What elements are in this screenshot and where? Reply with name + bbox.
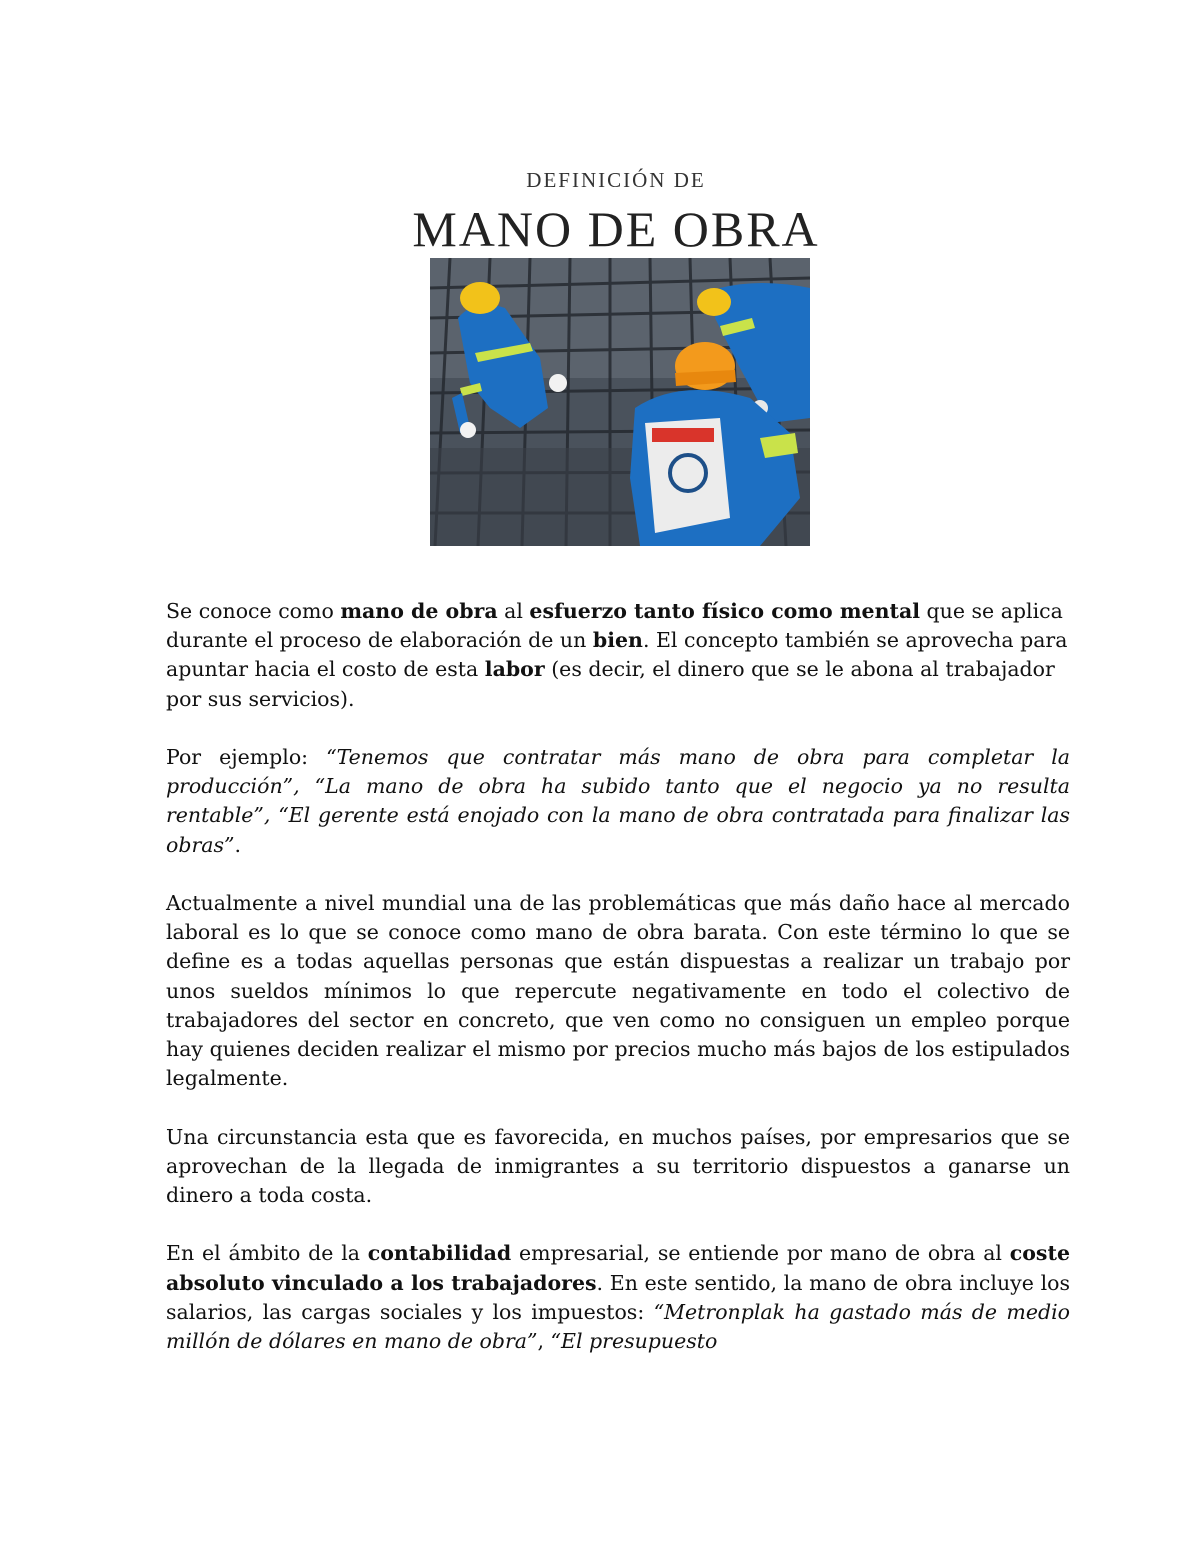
bold-term: labor [484, 657, 545, 682]
paragraph-immigrants: Una circunstancia esta que es favorecida, en muchos países, por empresarios que se aprovechan de la llegada de inmigrantes a su territorio dispuestos a ganarse un dinero a toda costa. [166, 1124, 1070, 1208]
text-run: empresarial, se entiende por mano de obra al [511, 1241, 1010, 1266]
text-run: al [497, 599, 530, 623]
bold-term: coste absoluto vinculado a los trabajadores [166, 1241, 1070, 1295]
bold-term: bien [592, 628, 643, 653]
bold-term: esfuerzo tanto físico como mental [529, 599, 921, 623]
italic-quote: “El presupuesto [550, 1329, 718, 1354]
italic-quote: “Metronplak ha gastado más de medio millón de dólares en mano de obra” [166, 1299, 1070, 1354]
italic-quote: “Tenemos que contratar más mano de obra para completar la producción”, “La mano de obra ha subido tanto que el negocio ya no resulta rentable”, “El gerente está enojado con la mano de obra contratada para finalizar las obras” [166, 745, 1070, 857]
text-run: Se conoce como [166, 599, 341, 623]
text-run: . En este sentido, la mano de obra incluye los salarios, las cargas sociales y los impuestos: [166, 1270, 1070, 1324]
text-run: , [537, 1329, 551, 1354]
text-run: que se aplica durante el proceso de elaboración de un [166, 599, 1063, 653]
paragraph-examples [166, 743, 1070, 860]
text-run: Por ejemplo: [166, 745, 327, 769]
document-body [166, 597, 1070, 1385]
construction-workers-image [430, 258, 810, 546]
workers-photo-illustration [430, 258, 810, 546]
bold-term: contabilidad [367, 1241, 512, 1266]
paragraph-cheap-labor: Actualmente a nivel mundial una de las problemáticas que más daño hace al mercado laboral es lo que se conoce como mano de obra barata. Con este término lo que se define es a todas aquellas personas que están dispuestas a realizar un trabajo por unos sueldos mínimos lo que repercute negativamente en todo el colectivo de trabajadores del sector en concreto, que ven como no consiguen un empleo porque hay quienes deciden realizar el mismo por precios mucho más bajos de los estipulados legalmente. [166, 891, 1070, 1091]
text-run: (es decir, el dinero que se le abona al trabajador por sus servicios). [166, 657, 1055, 711]
text-run: En el ámbito de la [166, 1241, 368, 1266]
paragraph-definition [166, 597, 1070, 714]
bold-term: mano de obra [340, 599, 498, 623]
page-title: MANO DE OBRA [412, 201, 820, 257]
text-run: . [234, 832, 242, 857]
title-kicker: DEFINICIÓN DE [526, 168, 706, 192]
paragraph-accounting [166, 1239, 1070, 1356]
text-run: . El concepto también se aprovecha para apuntar hacia el costo de esta [166, 628, 1068, 682]
